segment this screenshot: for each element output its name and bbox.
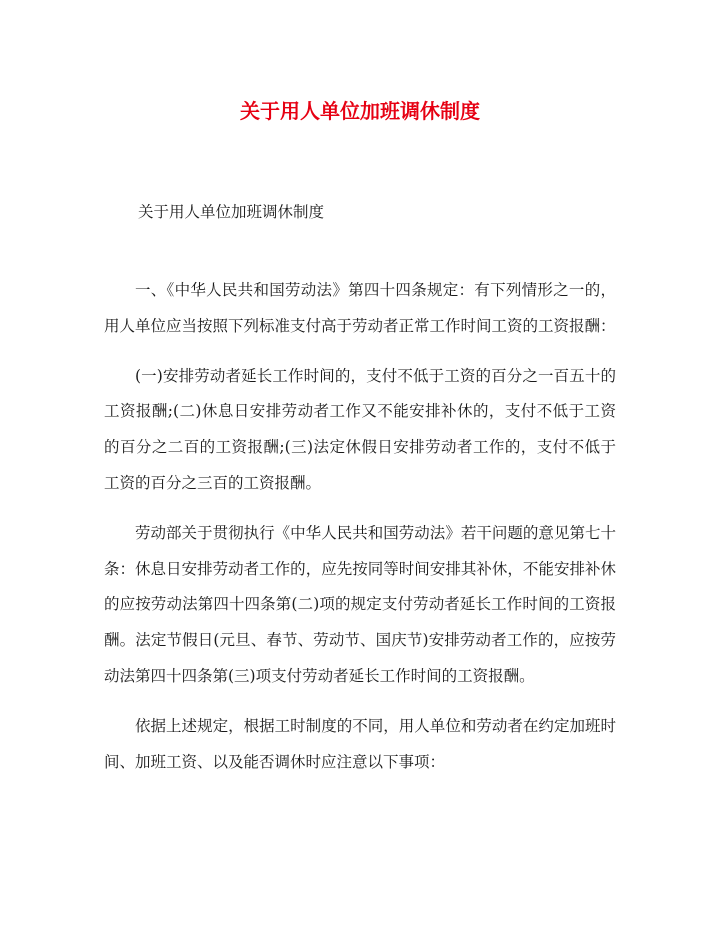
paragraph-overtime-pay-standards: (一)安排劳动者延长工作时间的，支付不低于工资的百分之一百五十的工资报酬;(二)休息日安排劳动者工作又不能安排补休的，支付不低于工资的百分之二百的工资报酬;(三)法定休假日安排劳动者工作的，支付不低于工资的百分之三百的工资报酬。: [104, 366, 616, 492]
paragraph-ministry-opinion-article-70: 劳动部关于贯彻执行《中华人民共和国劳动法》若干问题的意见第七十条：休息日安排劳动者工作的，应先按同等时间安排其补休，不能安排补休的应按劳动法第四十四条第(二)项的规定支付劳动者延长工作时间的工资报酬。法定节假日(元旦、春节、劳动节、国庆节)安排劳动者工作的，应按劳动法第四十四条第(三)项支付劳动者延长工作时间的工资报酬。: [104, 523, 616, 685]
paragraph-labor-law-article-44: 一、《中华人民共和国劳动法》第四十四条规定：有下列情形之一的，用人单位应当按照下列标准支付高于劳动者正常工作时间工资的工资报酬：: [104, 281, 616, 335]
document-subtitle: 关于用人单位加班调休制度: [138, 203, 325, 221]
document-title: 关于用人单位加班调休制度: [240, 99, 480, 123]
paragraph-considerations: 依据上述规定，根据工时制度的不同，用人单位和劳动者在约定加班时间、加班工资、以及能否调休时应注意以下事项：: [104, 716, 616, 771]
document-body: [104, 273, 616, 794]
